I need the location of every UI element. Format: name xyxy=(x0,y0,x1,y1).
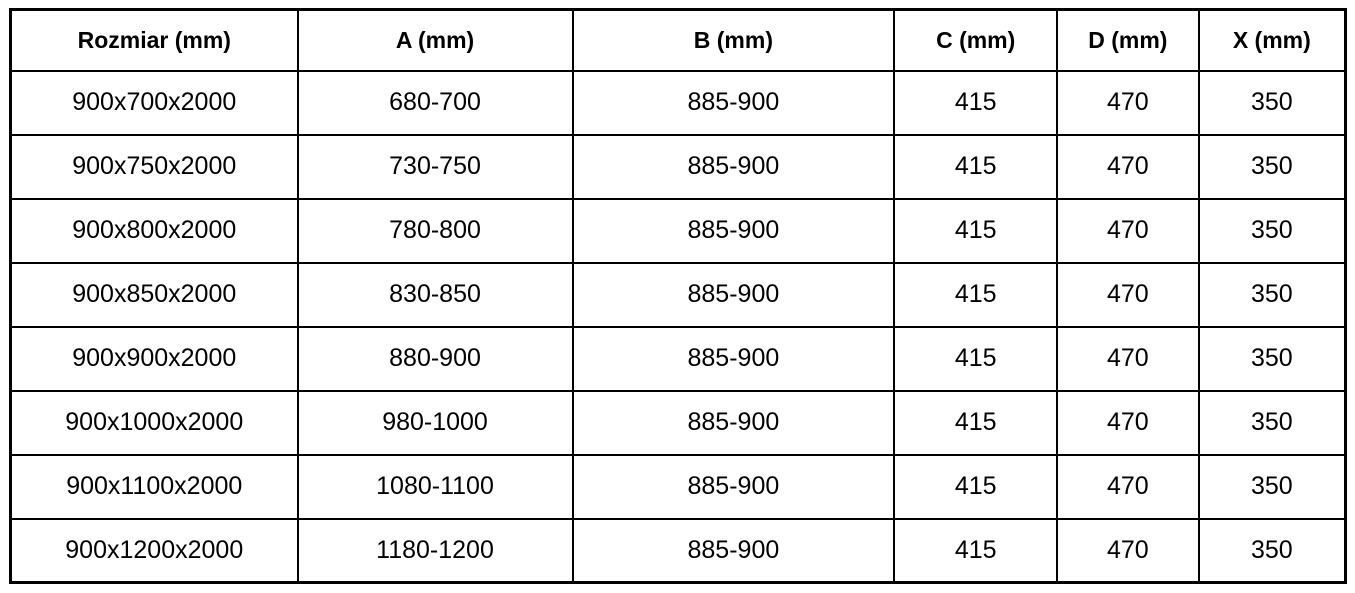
column-header-x: X (mm) xyxy=(1199,10,1346,71)
cell-x: 350 xyxy=(1199,199,1346,263)
table-row xyxy=(11,199,1346,263)
cell-a: 780-800 xyxy=(298,199,573,263)
table-row xyxy=(11,263,1346,327)
cell-a: 680-700 xyxy=(298,71,573,135)
cell-c: 415 xyxy=(894,71,1057,135)
cell-a: 730-750 xyxy=(298,135,573,199)
cell-rozmiar: 900x1100x2000 xyxy=(11,455,298,519)
cell-c: 415 xyxy=(894,519,1057,583)
cell-d: 470 xyxy=(1057,71,1199,135)
cell-rozmiar: 900x800x2000 xyxy=(11,199,298,263)
cell-a: 830-850 xyxy=(298,263,573,327)
cell-c: 415 xyxy=(894,455,1057,519)
cell-x: 350 xyxy=(1199,519,1346,583)
cell-b: 885-900 xyxy=(573,519,895,583)
cell-d: 470 xyxy=(1057,455,1199,519)
cell-a: 980-1000 xyxy=(298,391,573,455)
column-header-d: D (mm) xyxy=(1057,10,1199,71)
cell-x: 350 xyxy=(1199,327,1346,391)
cell-b: 885-900 xyxy=(573,199,895,263)
cell-x: 350 xyxy=(1199,455,1346,519)
cell-rozmiar: 900x900x2000 xyxy=(11,327,298,391)
cell-c: 415 xyxy=(894,199,1057,263)
column-header-rozmiar: Rozmiar (mm) xyxy=(11,10,298,71)
table-row xyxy=(11,327,1346,391)
cell-d: 470 xyxy=(1057,263,1199,327)
cell-d: 470 xyxy=(1057,519,1199,583)
column-header-c: C (mm) xyxy=(894,10,1057,71)
header-row xyxy=(11,10,1346,71)
column-header-a: A (mm) xyxy=(298,10,573,71)
cell-b: 885-900 xyxy=(573,263,895,327)
cell-rozmiar: 900x850x2000 xyxy=(11,263,298,327)
cell-b: 885-900 xyxy=(573,135,895,199)
cell-rozmiar: 900x1200x2000 xyxy=(11,519,298,583)
cell-b: 885-900 xyxy=(573,391,895,455)
table-row xyxy=(11,519,1346,583)
table-row xyxy=(11,71,1346,135)
cell-c: 415 xyxy=(894,263,1057,327)
cell-c: 415 xyxy=(894,391,1057,455)
cell-d: 470 xyxy=(1057,135,1199,199)
cell-c: 415 xyxy=(894,327,1057,391)
cell-x: 350 xyxy=(1199,391,1346,455)
size-specification-table xyxy=(9,8,1347,584)
cell-a: 880-900 xyxy=(298,327,573,391)
cell-b: 885-900 xyxy=(573,71,895,135)
cell-rozmiar: 900x1000x2000 xyxy=(11,391,298,455)
cell-x: 350 xyxy=(1199,263,1346,327)
cell-b: 885-900 xyxy=(573,455,895,519)
table-row xyxy=(11,455,1346,519)
cell-d: 470 xyxy=(1057,199,1199,263)
cell-d: 470 xyxy=(1057,391,1199,455)
cell-a: 1080-1100 xyxy=(298,455,573,519)
cell-rozmiar: 900x750x2000 xyxy=(11,135,298,199)
column-header-b: B (mm) xyxy=(573,10,895,71)
cell-x: 350 xyxy=(1199,135,1346,199)
table-row xyxy=(11,391,1346,455)
cell-rozmiar: 900x700x2000 xyxy=(11,71,298,135)
cell-b: 885-900 xyxy=(573,327,895,391)
table-row xyxy=(11,135,1346,199)
cell-d: 470 xyxy=(1057,327,1199,391)
cell-a: 1180-1200 xyxy=(298,519,573,583)
cell-x: 350 xyxy=(1199,71,1346,135)
cell-c: 415 xyxy=(894,135,1057,199)
